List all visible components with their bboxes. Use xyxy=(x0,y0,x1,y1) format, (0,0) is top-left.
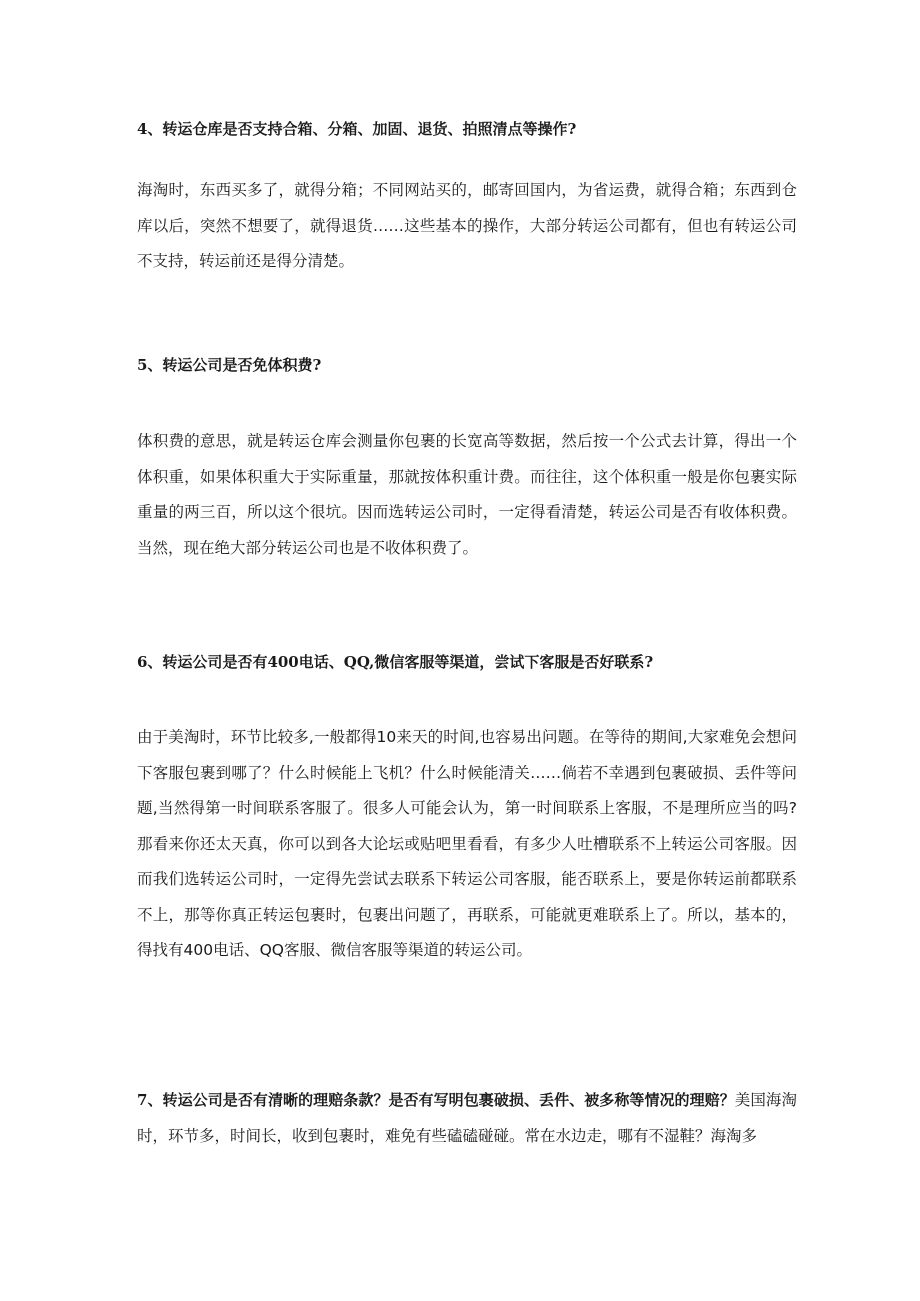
section-body-6: 由于美淘时，环节比较多,一般都得10来天的时间,也容易出问题。在等待的期间,大家难免会想问下客服包裹到哪了？什么时候能上飞机？什么时候能清关……倘若不幸遇到包裹破损、丢件等问题,当然得第一时间联系客服了。很多人可能会认为，第一时间联系上客服，不是理所应当的吗?那看来你还太天真，你可以到各大论坛或贴吧里看看，有多少人吐槽联系不上转运公司客服。因而我们选转运公司时，一定得先尝试去联系下转运公司客服，能否联系上，要是你转运前都联系不上，那等你真正转运包裹时，包裹出问题了，再联系，可能就更难联系上了。所以，基本的，得找有400电话、QQ客服、微信客服等渠道的转运公司。 xyxy=(137,728,797,959)
section-body-4: 海淘时，东西买多了，就得分箱；不同网站买的，邮寄回国内，为省运费，就得合箱；东西到仓库以后，突然不想要了，就得退货……这些基本的操作，大部分转运公司都有，但也有转运公司不支持，转运前还是得分清楚。 xyxy=(137,181,797,270)
section-heading-5: 5、转运公司是否免体积费? xyxy=(137,356,322,374)
section-7 xyxy=(137,1083,797,1154)
section-heading-6: 6、转运公司是否有400电话、QQ,微信客服等渠道，尝试下客服是否好联系? xyxy=(137,653,654,671)
section-body-5: 体积费的意思，就是转运仓库会测量你包裹的长宽高等数据，然后按一个公式去计算，得出一个体积重，如果体积重大于实际重量，那就按体积重计费。而往往，这个体积重一般是你包裹实际重量的两三百，所以这个很坑。因而选转运公司时，一定得看清楚，转运公司是否有收体积费。当然，现在绝大部分转运公司也是不收体积费了。 xyxy=(137,432,797,557)
section-heading-7: 7、转运公司是否有清晰的理赔条款？是否有写明包裹破损、丢件、被多称等情况的理赔？ xyxy=(137,1091,735,1109)
section-heading-4: 4、转运仓库是否支持合箱、分箱、加固、退货、拍照清点等操作? xyxy=(137,120,577,138)
section-body-7: 美国海淘时，环节多，时间长，收到包裹时，难免有些磕磕碰碰。常在水边走，哪有不湿鞋？海淘多 xyxy=(137,1091,797,1145)
